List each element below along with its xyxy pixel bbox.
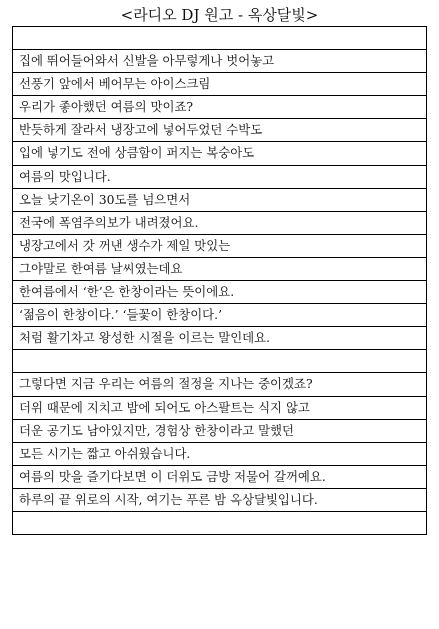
manuscript-grid — [12, 26, 427, 535]
manuscript-line: 더위 때문에 지치고 밤에 되어도 아스팔트는 식지 않고 — [13, 397, 426, 420]
manuscript-line: 선풍기 앞에서 베어무는 아이스크림 — [13, 73, 426, 96]
manuscript-line: 집에 뛰어들어와서 신발을 아무렇게나 벗어놓고 — [13, 50, 426, 73]
manuscript-line: 여름의 맛입니다. — [13, 166, 426, 189]
manuscript-line: 반듯하게 잘라서 냉장고에 넣어두었던 수박도 — [13, 119, 426, 142]
manuscript-line: 입에 넣기도 전에 상큼함이 퍼지는 복숭아도 — [13, 142, 426, 165]
manuscript-line: 처럼 활기차고 왕성한 시절을 이르는 말인데요. — [13, 327, 426, 350]
manuscript-line: ‘젊음이 한창이다.’ ‘들꽃이 한창이다.’ — [13, 304, 426, 327]
manuscript-line: 그렇다면 지금 우리는 여름의 절정을 지나는 중이겠죠? — [13, 373, 426, 396]
manuscript-line — [13, 512, 426, 535]
manuscript-line: 하루의 끝 위로의 시작, 여기는 푸른 밤 옥상달빛입니다. — [13, 489, 426, 512]
manuscript-line: 전국에 폭염주의보가 내려졌어요. — [13, 212, 426, 235]
manuscript-line — [13, 27, 426, 50]
manuscript-line — [13, 350, 426, 373]
manuscript-line: 모든 시기는 짧고 아쉬웠습니다. — [13, 443, 426, 466]
manuscript-line: 그야말로 한여름 날씨였는데요 — [13, 258, 426, 281]
manuscript-line: 한여름에서 ‘한’은 한창이라는 뜻이에요. — [13, 281, 426, 304]
manuscript-line: 우리가 좋아했던 여름의 맛이죠? — [13, 96, 426, 119]
manuscript-line: 냉장고에서 갓 꺼낸 생수가 제일 맛있는 — [13, 235, 426, 258]
document-title: <라디오 DJ 원고 - 옥상달빛> — [120, 6, 319, 24]
manuscript-line: 더운 공기도 남아있지만, 경험상 한창이라고 말했던 — [13, 420, 426, 443]
manuscript-line: 여름의 맛을 즐기다보면 이 더위도 금방 저물어 갈꺼예요. — [13, 466, 426, 489]
manuscript-line: 오늘 낮기온이 30도를 넘으면서 — [13, 189, 426, 212]
